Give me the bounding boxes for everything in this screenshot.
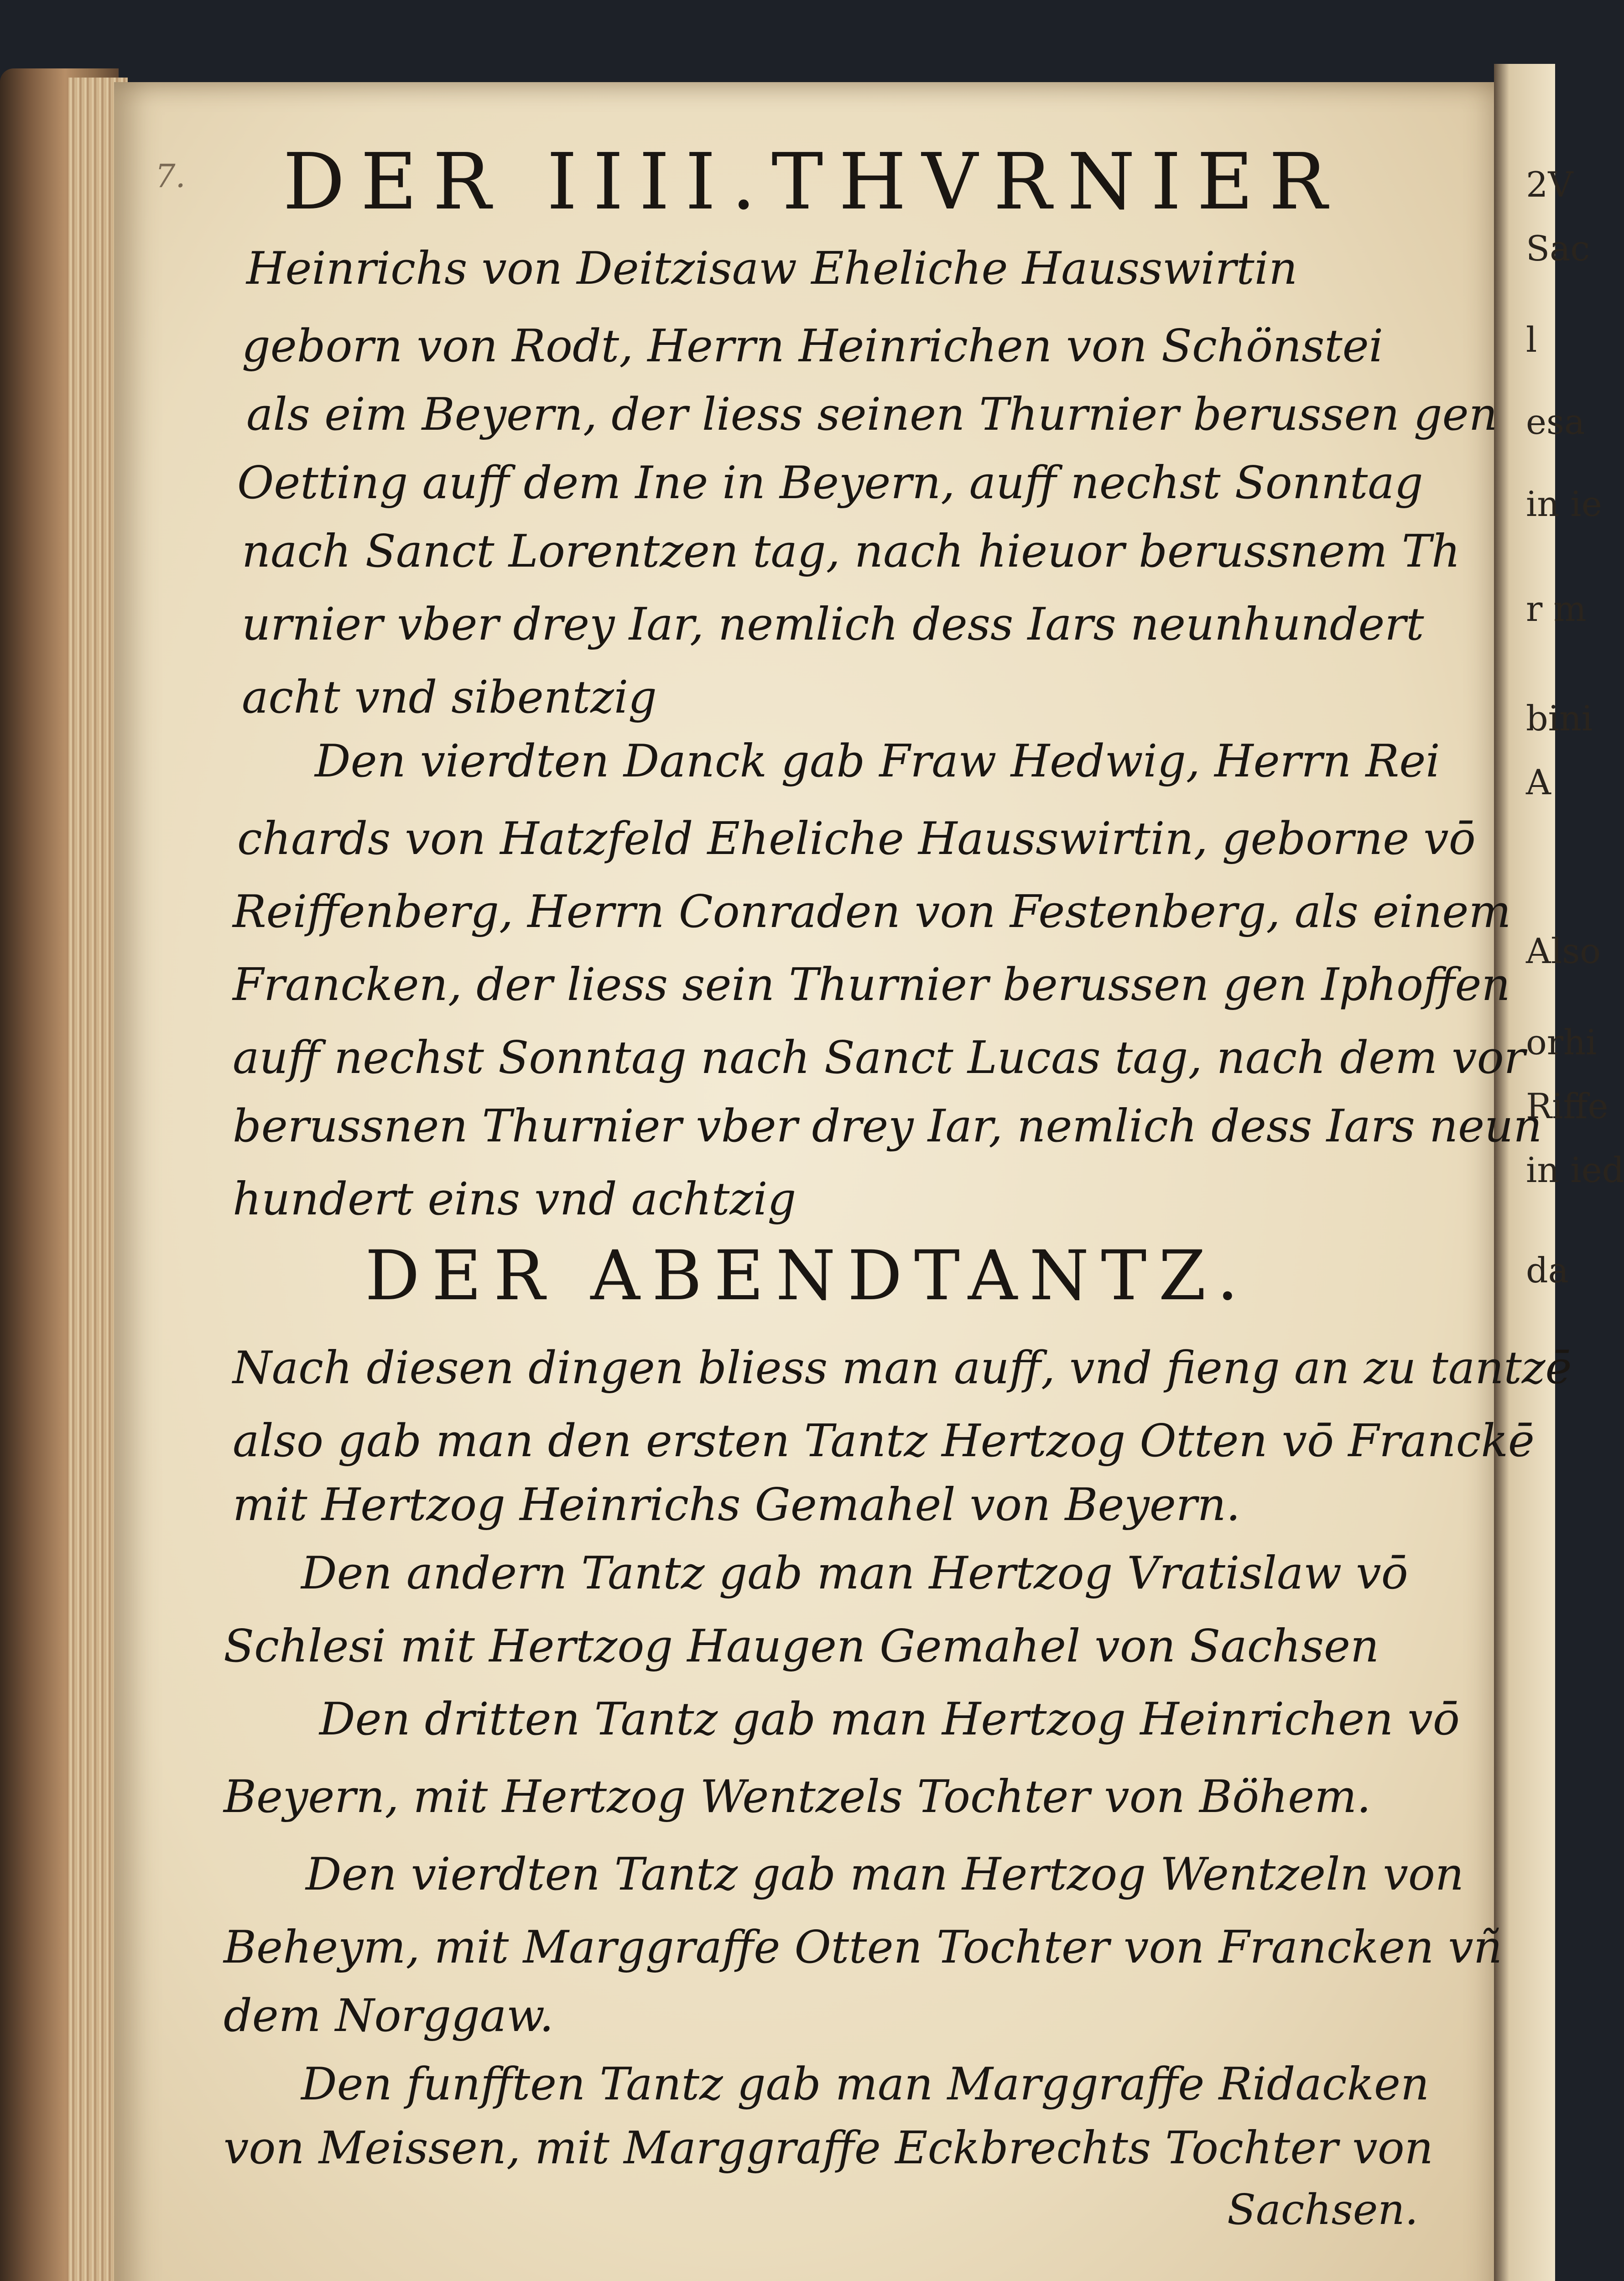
next-page-fragment: 2V [1526, 164, 1573, 205]
next-page-fragment: esa [1526, 401, 1585, 442]
next-page-fragment: Also [1526, 931, 1601, 971]
text-line: berussnen Thurnier vber drey Iar, nemlich dess Iars neun [233, 1100, 1542, 1152]
text-line: als eim Beyern, der liess seinen Thurnier berussen gen [246, 389, 1498, 441]
next-page-fragment: r m [1526, 588, 1587, 629]
text-line: Den funfften Tantz gab man Marggraffe Ridacken [301, 2058, 1430, 2110]
text-line: Schlesi mit Hertzog Haugen Gemahel von Sachsen [224, 1620, 1379, 1672]
text-line: Reiffenberg, Herrn Conraden von Festenberg, als einem [233, 886, 1511, 938]
text-line: auff nechst Sonntag nach Sanct Lucas tag, nach dem vor [233, 1032, 1525, 1084]
text-line: hundert eins vnd achtzig [233, 1173, 796, 1225]
text-line: Francken, der liess sein Thurnier berussen gen Iphoffen [233, 959, 1510, 1011]
text-line: von Meissen, mit Marggraffe Eckbrechts Tochter von [224, 2122, 1433, 2174]
text-line: acht vnd sibentzig [242, 672, 657, 724]
text-line: Den vierdten Tantz gab man Hertzog Wentzeln von [306, 1849, 1464, 1901]
text-line: Oetting auff dem Ine in Beyern, auff nechst Sonntag [237, 457, 1423, 509]
catchword: Sachsen. [1227, 2185, 1418, 2234]
next-page-fragment: Sac [1526, 228, 1590, 269]
text-line: Den andern Tantz gab man Hertzog Vratislaw vō [301, 1547, 1408, 1599]
text-line: Nach diesen dingen bliess man auff, vnd fieng an zu tantzē [233, 1342, 1572, 1394]
text-line: urnier vber drey Iar, nemlich dess Iars neunhundert [242, 599, 1424, 651]
section-heading-evening-dance: DER ABENDTANTZ. [365, 1236, 1250, 1316]
text-line: also gab man den ersten Tantz Hertzog Otten vō Franckē [233, 1415, 1535, 1467]
next-page-fragment: in ied [1526, 1150, 1624, 1190]
text-line: Heinrichs von Deitzisaw Eheliche Hausswirtin [246, 243, 1298, 295]
text-line: nach Sanct Lorentzen tag, nach hieuor berussnem Th [242, 526, 1461, 578]
next-page-fragment: A [1526, 762, 1551, 802]
next-page-fragment: da [1526, 1250, 1569, 1291]
text-line: dem Norggaw. [224, 1990, 554, 2042]
next-page-fragment: bini [1526, 698, 1593, 739]
next-page-fragment: orhi [1526, 1022, 1597, 1062]
next-page-edge [1494, 64, 1624, 2281]
text-line: mit Hertzog Heinrichs Gemahel von Beyern. [233, 1479, 1240, 1531]
next-page-fragment: Riffe [1526, 1086, 1608, 1126]
text-line: geborn von Rodt, Herrn Heinrichen von Schönstei [242, 320, 1384, 372]
next-page-fragment: l [1526, 319, 1537, 360]
folio-mark: 7. [155, 157, 186, 195]
text-line: chards von Hatzfeld Eheliche Hausswirtin, geborne vō [237, 813, 1476, 865]
text-line: Beyern, mit Hertzog Wentzels Tochter von Böhem. [224, 1771, 1371, 1823]
text-line: Den dritten Tantz gab man Hertzog Heinrichen vō [319, 1693, 1460, 1745]
section-heading-tournament: DER IIII.THVRNIER [283, 137, 1343, 227]
text-line: Beheym, mit Marggraffe Otten Tochter von Francken vñ [224, 1922, 1503, 1974]
next-page-fragment: in ie [1526, 484, 1602, 524]
text-line: Den vierdten Danck gab Fraw Hedwig, Herrn Rei [315, 735, 1440, 787]
